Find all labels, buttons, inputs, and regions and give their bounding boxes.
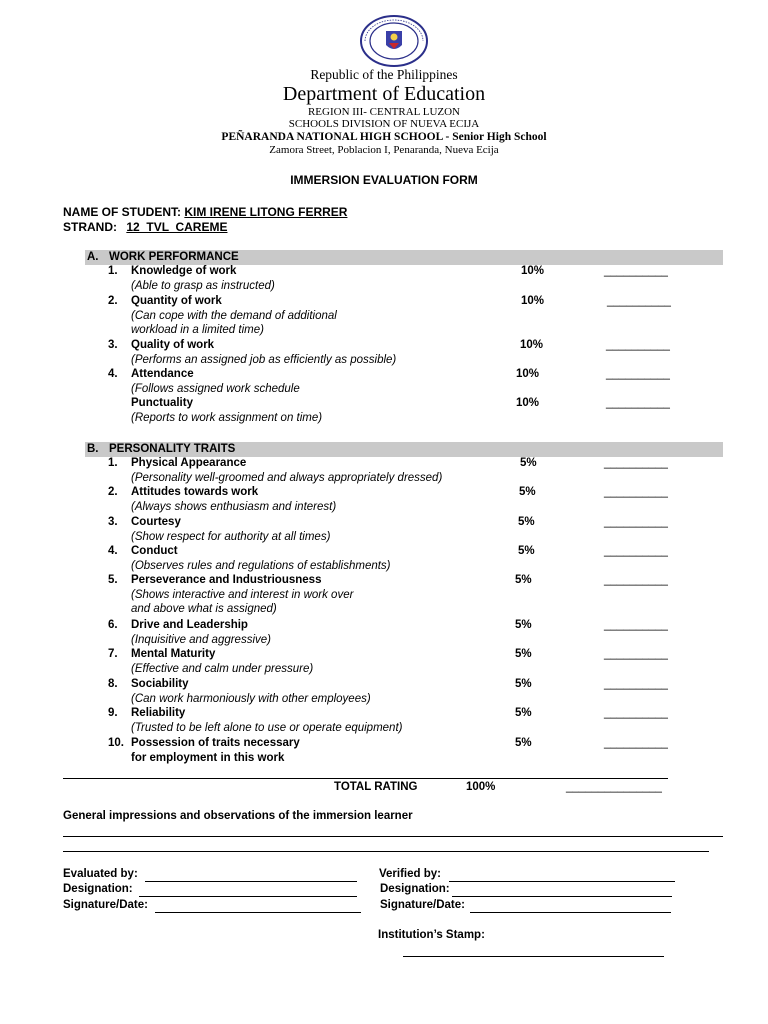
institution-stamp-field[interactable] bbox=[403, 956, 664, 957]
impressions-line-2[interactable] bbox=[63, 851, 709, 852]
item-number: 3. bbox=[108, 339, 118, 351]
student-name-value: KIM IRENE LITONG FERRER bbox=[184, 205, 348, 219]
rating-field[interactable]: __________ bbox=[604, 486, 668, 498]
republic-line: Republic of the Philippines bbox=[310, 67, 458, 82]
item-description: (Can work harmoniously with other employees) bbox=[131, 692, 371, 705]
rating-field[interactable]: __________ bbox=[604, 707, 668, 719]
rating-field[interactable]: __________ bbox=[606, 368, 670, 380]
item-description: (Follows assigned work schedule bbox=[131, 382, 300, 395]
item-title: Possession of traits necessary bbox=[131, 737, 300, 749]
item-weight: 10% bbox=[521, 295, 545, 307]
strand-value: 12 TVL CAREME bbox=[126, 220, 228, 234]
evaluator-designation-label: Designation: bbox=[63, 883, 133, 895]
rating-field[interactable]: __________ bbox=[604, 619, 668, 631]
item-description: (Performs an assigned job as efficiently as possible) bbox=[131, 353, 397, 366]
item-weight: 5% bbox=[520, 457, 537, 469]
rating-field[interactable]: __________ bbox=[604, 545, 668, 557]
total-value: 100% bbox=[466, 781, 496, 793]
verifier-signature-label: Signature/Date: bbox=[380, 899, 465, 911]
item-number: 6. bbox=[108, 619, 118, 631]
item-title: Reliability bbox=[131, 707, 186, 719]
item-description: (Always shows enthusiasm and interest) bbox=[131, 500, 337, 513]
section-b-title: PERSONALITY TRAITS bbox=[109, 443, 236, 455]
student-name-label: NAME OF STUDENT: bbox=[63, 205, 181, 219]
school-name: PEÑARANDA NATIONAL HIGH SCHOOL - Senior High School bbox=[221, 131, 547, 143]
section-b-letter: B. bbox=[87, 443, 99, 455]
item-title: Mental Maturity bbox=[131, 648, 216, 660]
section-a-header bbox=[85, 250, 723, 265]
impressions-line-1[interactable] bbox=[63, 836, 723, 837]
rating-field[interactable]: __________ bbox=[604, 737, 668, 749]
item-description: (Trusted to be left alone to use or operate equipment) bbox=[131, 721, 403, 734]
item-weight: 5% bbox=[519, 486, 536, 498]
impressions-label: General impressions and observations of the immersion learner bbox=[63, 810, 413, 822]
item-description: workload in a limited time) bbox=[131, 324, 264, 336]
evaluator-designation-field[interactable] bbox=[139, 896, 357, 897]
strand-label: STRAND: bbox=[63, 220, 117, 234]
item-description: (Show respect for authority at all times) bbox=[131, 530, 331, 543]
item-weight: 10% bbox=[521, 265, 545, 277]
item-number: 3. bbox=[108, 516, 118, 528]
item-weight: 5% bbox=[515, 678, 532, 690]
item-description: (Inquisitive and aggressive) bbox=[131, 633, 271, 646]
item-number: 8. bbox=[108, 678, 118, 690]
item-weight: 5% bbox=[515, 707, 532, 719]
rating-field[interactable]: __________ bbox=[604, 265, 668, 277]
item-number: 9. bbox=[108, 707, 118, 719]
item-title: Courtesy bbox=[131, 516, 181, 528]
section-a-letter: A. bbox=[87, 251, 99, 263]
item-weight: 10% bbox=[520, 339, 544, 351]
item-description: (Effective and calm under pressure) bbox=[131, 662, 314, 675]
item-title: Attitudes towards work bbox=[131, 486, 259, 498]
deped-seal-logo bbox=[359, 15, 429, 67]
strand-row bbox=[63, 220, 227, 234]
item-number: 4. bbox=[108, 545, 118, 557]
verifier-signature-field[interactable] bbox=[470, 912, 671, 913]
total-label: TOTAL RATING bbox=[334, 781, 418, 793]
verified-by-label: Verified by: bbox=[379, 868, 441, 880]
rating-field[interactable]: __________ bbox=[604, 648, 668, 660]
item-number: 4. bbox=[108, 368, 118, 380]
item-weight: 5% bbox=[515, 619, 532, 631]
total-rating-field[interactable]: _______________ bbox=[566, 781, 662, 793]
item-title: Punctuality bbox=[131, 397, 193, 409]
student-name-row bbox=[63, 205, 347, 219]
item-number: 1. bbox=[108, 457, 118, 469]
item-weight: 5% bbox=[518, 545, 535, 557]
item-number: 1. bbox=[108, 265, 118, 277]
item-weight: 5% bbox=[515, 574, 532, 586]
school-address: Zamora Street, Poblacion I, Penaranda, Nueva Ecija bbox=[269, 144, 499, 156]
region-line: REGION III- CENTRAL LUZON bbox=[307, 106, 461, 118]
item-description: and above what is assigned) bbox=[131, 603, 277, 615]
rating-field[interactable]: __________ bbox=[606, 397, 670, 409]
evaluator-signature-label: Signature/Date: bbox=[63, 899, 148, 911]
item-weight: 5% bbox=[515, 737, 532, 749]
item-description: (Able to grasp as instructed) bbox=[131, 279, 275, 292]
item-title: Perseverance and Industriousness bbox=[131, 574, 322, 586]
item-weight: 10% bbox=[516, 397, 540, 409]
item-title: Conduct bbox=[131, 545, 178, 557]
verifier-designation-label: Designation: bbox=[380, 883, 450, 895]
verified-by-field[interactable] bbox=[449, 881, 675, 882]
item-number: 7. bbox=[108, 648, 118, 660]
department-title: Department of Education bbox=[282, 83, 486, 105]
rating-field[interactable]: __________ bbox=[606, 339, 670, 351]
rating-field[interactable]: __________ bbox=[604, 457, 668, 469]
rating-field[interactable]: __________ bbox=[607, 295, 671, 307]
institution-stamp-label: Institution’s Stamp: bbox=[378, 929, 485, 941]
item-weight: 5% bbox=[518, 516, 535, 528]
evaluated-by-label: Evaluated by: bbox=[63, 868, 138, 880]
item-title: Attendance bbox=[131, 368, 194, 380]
total-divider bbox=[63, 778, 668, 779]
rating-field[interactable]: __________ bbox=[604, 574, 668, 586]
item-number: 2. bbox=[108, 486, 118, 498]
item-description: (Shows interactive and interest in work over bbox=[131, 588, 354, 601]
item-weight: 5% bbox=[515, 648, 532, 660]
rating-field[interactable]: __________ bbox=[604, 678, 668, 690]
item-title: Quantity of work bbox=[131, 295, 222, 307]
item-title: Drive and Leadership bbox=[131, 619, 248, 631]
evaluated-by-field[interactable] bbox=[145, 881, 357, 882]
form-title: IMMERSION EVALUATION FORM bbox=[290, 173, 478, 187]
item-description: (Personality well-groomed and always appropriately dressed) bbox=[131, 471, 443, 484]
section-a-title: WORK PERFORMANCE bbox=[109, 251, 239, 263]
item-title: Knowledge of work bbox=[131, 265, 237, 277]
item-description: (Reports to work assignment on time) bbox=[131, 411, 323, 424]
item-number: 10. bbox=[108, 737, 124, 749]
item-weight: 10% bbox=[516, 368, 540, 380]
item-title: Sociability bbox=[131, 678, 189, 690]
section-b-header bbox=[85, 442, 723, 457]
item-title: Physical Appearance bbox=[131, 457, 247, 469]
item-description: (Observes rules and regulations of establishments) bbox=[131, 559, 391, 572]
item-title: Quality of work bbox=[131, 339, 215, 351]
rating-field[interactable]: __________ bbox=[604, 516, 668, 528]
item-description: (Can cope with the demand of additional bbox=[131, 309, 337, 322]
item-number: 5. bbox=[108, 574, 118, 586]
evaluator-signature-field[interactable] bbox=[155, 912, 361, 913]
item-title-cont: for employment in this work bbox=[131, 751, 285, 764]
item-number: 2. bbox=[108, 295, 118, 307]
verifier-designation-field[interactable] bbox=[452, 896, 672, 897]
division-line: SCHOOLS DIVISION OF NUEVA ECIJA bbox=[288, 118, 480, 130]
